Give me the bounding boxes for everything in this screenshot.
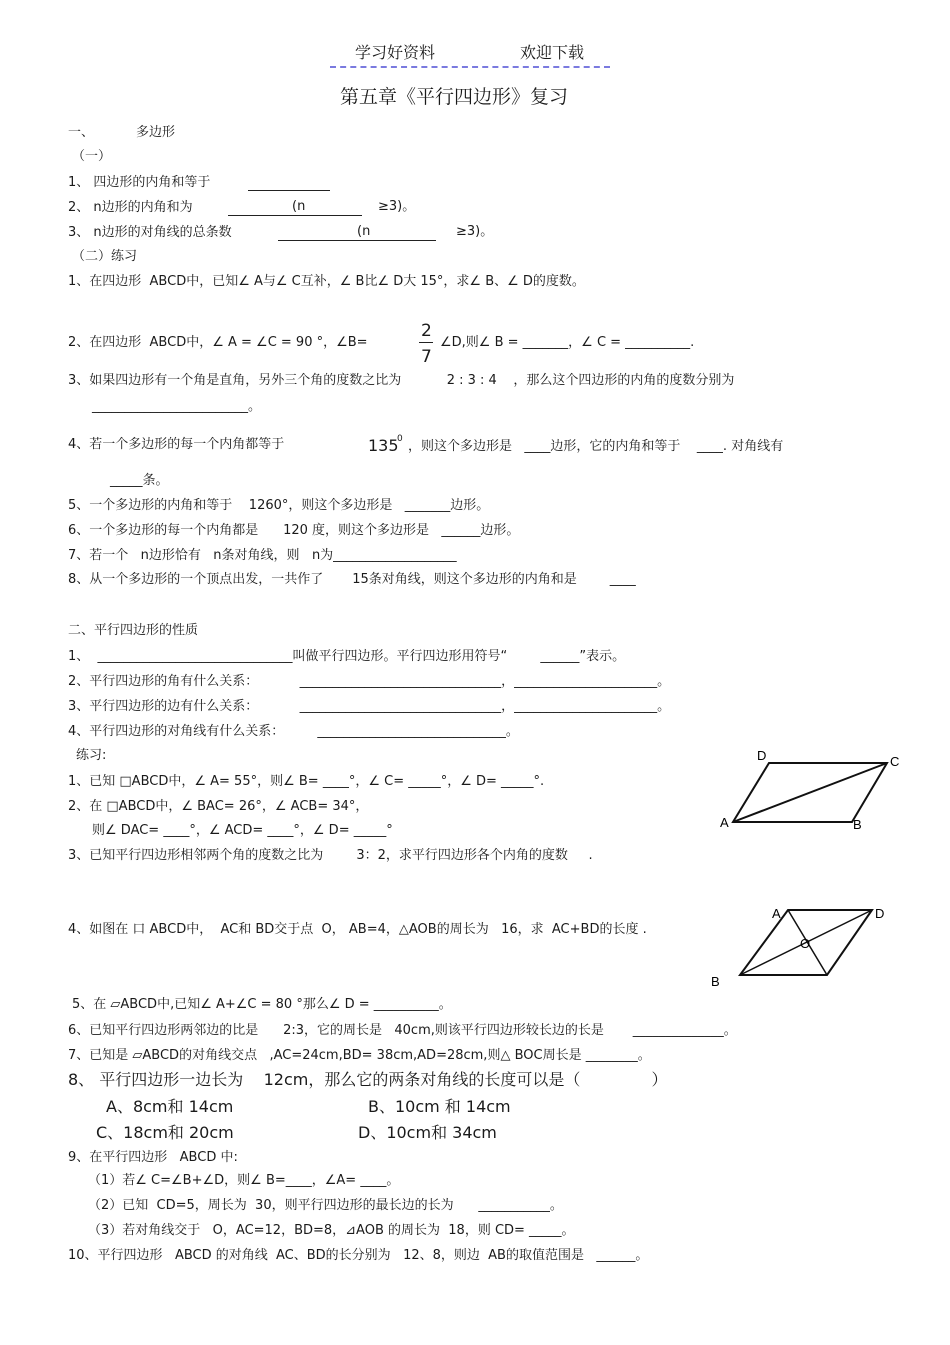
- s1-q2-n: (n: [292, 199, 306, 214]
- fig1-label-d: D: [757, 748, 767, 763]
- s2-e8-C: C、18cm和 20cm: [96, 1123, 234, 1142]
- s1-p5: 5、一个多边形的内角和等于 1260°，则这个多边形是 _______边形。: [68, 498, 490, 513]
- s2-e9-3: （3）若对角线交于 O，AC=12，BD=8，⊿AOB 的周长为 18，则 CD= _____。: [88, 1223, 575, 1238]
- s1-q1: 1、 四边形的内角和等于: [68, 175, 211, 190]
- s1-p4-sup: 0: [397, 434, 403, 444]
- s2-e3: 3、已知平行四边形相邻两个角的度数之比为 3：2，求平行四边形各个内角的度数 .: [68, 848, 593, 863]
- s1-p1: 1、在四边形 ABCD中，已知∠ A与∠ C互补，∠ B比∠ D大 15°，求∠ B、∠ D的度数。: [68, 274, 585, 289]
- s2-e9-2: （2）已知 CD=5，周长为 30，则平行四边形的最长边的长为 ___________。: [88, 1198, 563, 1213]
- s1-p2a: 2、在四边形 ABCD中，∠ A = ∠C = 90 °，∠B=: [68, 335, 368, 350]
- s1-p3b: ________________________。: [92, 399, 262, 414]
- s2-e4: 4、如图在 口 ABCD中， AC和 BD交于点 O， AB=4，△AOB的周长为 16，求 AC+BD的长度 .: [68, 922, 647, 937]
- s2-e2b: 则∠ DAC= ____°，∠ ACD= ____°，∠ D= _____°: [92, 823, 393, 838]
- header-left: 学习好资料: [355, 43, 436, 62]
- s2-e9: 9、在平行四边形 ABCD 中:: [68, 1150, 238, 1165]
- s1-p7: 7、若一个 n边形恰有 n条对角线，则 n为___________________: [68, 548, 457, 563]
- s2-e8: 8、 平行四边形一边长为 12cm，那么它的两条对角线的长度可以是（ ）: [68, 1070, 668, 1089]
- fig2-label-d: D: [875, 906, 885, 921]
- s2-e8-D: D、10cm和 34cm: [358, 1123, 497, 1142]
- s1-q2-cond: ≥3)。: [378, 199, 416, 214]
- fraction-denominator: 7: [421, 347, 432, 367]
- parallelogram-figure-2: [700, 900, 900, 995]
- fig1-label-c: C: [890, 754, 900, 769]
- header-right: 欢迎下载: [520, 43, 585, 62]
- page-title: 第五章《平行四边形》复习: [340, 86, 569, 108]
- s2-e8-A: A、8cm和 14cm: [106, 1097, 234, 1116]
- s1-heading: 多边形: [136, 125, 176, 140]
- s1-sub2: （二）练习: [72, 249, 138, 264]
- s2-e8-B: B、10cm 和 14cm: [368, 1097, 511, 1116]
- fig2-label-o: O: [800, 936, 811, 951]
- s1-p2b: ∠D,则∠ B = _______，∠ C = __________.: [440, 335, 695, 350]
- s1-p6: 6、一个多边形的每一个内角都是 120 度，则这个多边形是 ______边形。: [68, 523, 520, 538]
- s2-heading: 二、平行四边形的性质: [68, 623, 199, 638]
- s1-p3: 3、如果四边形有一个角是直角，另外三个角的度数之比为 2 : 3 : 4 ，那么这个四边形的内角的度数分别为: [68, 373, 735, 388]
- s1-q3-n: (n: [357, 224, 371, 239]
- s1-p4c: _____条。: [110, 473, 169, 488]
- s2-e10: 10、平行四边形 ABCD 的对角线 AC、BD的长分别为 12、8，则边 AB的取值范围是 ______。: [68, 1248, 649, 1263]
- s1-p4b: ，则这个多边形是 ____边形，它的内角和等于 ____. 对角线有: [408, 439, 784, 454]
- s1-q2: 2、 n边形的内角和为: [68, 200, 193, 215]
- fig1-label-b: B: [853, 817, 862, 832]
- s1-heading-num: 一、: [68, 125, 95, 140]
- fig2-label-b: B: [711, 974, 720, 989]
- s2-q2: 2、平行四边形的角有什么关系： _______________________________，______________________。: [68, 674, 671, 689]
- s1-q3: 3、 n边形的对角线的总条数: [68, 225, 232, 240]
- fig2-label-a: A: [772, 906, 781, 921]
- s2-e2a: 2、在 □ABCD中，∠ BAC= 26°，∠ ACB= 34°，: [68, 799, 369, 814]
- s2-q3: 3、平行四边形的边有什么关系： _______________________________，______________________。: [68, 699, 671, 714]
- s2-e7: 7、已知是 ▱ABCD的对角线交点 ,AC=24cm,BD= 38cm,AD=28cm,则△ BOC周长是 ________。: [68, 1048, 651, 1063]
- fraction-numerator: 2: [421, 321, 432, 341]
- s1-q3-cond: ≥3)。: [456, 224, 494, 239]
- s2-e5: 5、在 ▱ABCD中,已知∠ A+∠C = 80 °那么∠ D = __________。: [72, 997, 452, 1012]
- fraction-bar: [419, 342, 433, 343]
- blank: [248, 178, 330, 191]
- s2-e6: 6、已知平行四边形两邻边的比是 2:3，它的周长是 40cm,则该平行四边形较长边的长是 ______________。: [68, 1023, 737, 1038]
- s1-p8: 8、从一个多边形的一个顶点出发，一共作了 15条对角线，则这个多边形的内角和是 ____: [68, 572, 636, 587]
- s2-q4: 4、平行四边形的对角线有什么关系： _____________________________。: [68, 724, 519, 739]
- s2-e1: 1、已知 □ABCD中，∠ A= 55°，则∠ B= ____°，∠ C= _____°，∠ D= _____°.: [68, 774, 545, 789]
- parallelogram-figure-1: [715, 745, 915, 835]
- s2-q1: 1、 ______________________________叫做平行四边形。平行四边形用符号“ ______”表示。: [68, 649, 626, 664]
- s1-p4-deg: 135: [368, 436, 399, 455]
- fig1-label-a: A: [720, 815, 729, 830]
- s1-sub1: （一）: [72, 149, 112, 164]
- s1-p4a: 4、若一个多边形的每一个内角都等于: [68, 437, 285, 452]
- s2-practice: 练习:: [76, 748, 107, 763]
- s2-e9-1: （1）若∠ C=∠B+∠D，则∠ B=____，∠A= ____。: [88, 1173, 400, 1188]
